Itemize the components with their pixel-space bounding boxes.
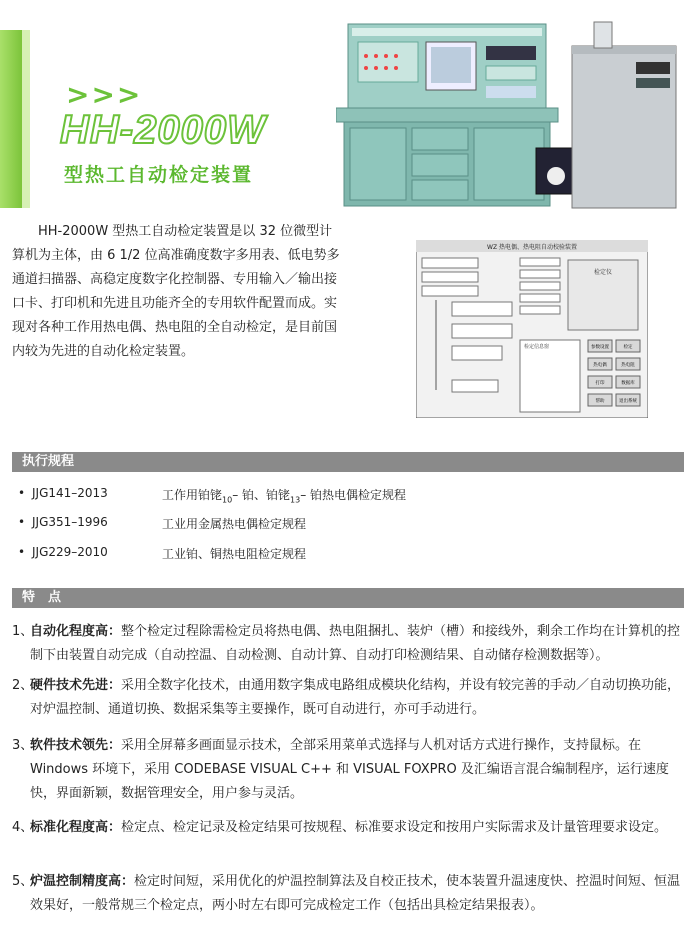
- intro-paragraph: HH-2000W 型热工自动检定装置是以 32 位微型计算机为主体，由 6 1/2 位高准确度数字多用表、低电势多通道扫描器、高稳定度数字化控制器、专用输入／输出接口卡、打印机和先进且功能齐全的专用软件配置而成。实现对各种工作用热电偶、热电阻的全自动检定，是目前国内较为先进的自动化检定装置。: [12, 224, 340, 359]
- screen-button-label: 热电偶: [593, 363, 607, 368]
- screen-button-label: 数据库: [621, 381, 635, 386]
- chevrons-decoration: >>>: [66, 78, 143, 111]
- section-header-features: 特 点: [12, 588, 684, 608]
- feature-number: 3、: [12, 738, 34, 753]
- standard-code: JJG229–2010: [32, 545, 108, 559]
- feature-item: [12, 620, 684, 668]
- feature-number: 4、: [12, 820, 34, 835]
- product-model: HH-2000W: [60, 108, 266, 152]
- bullet: •: [18, 486, 26, 500]
- feature-number: 2、: [12, 678, 34, 693]
- standard-code: JJG351–1996: [32, 515, 108, 529]
- bullet: •: [18, 515, 26, 529]
- product-photo: [336, 16, 682, 212]
- feature-heading: 炉温控制精度高：: [30, 874, 135, 889]
- feature-item: [12, 816, 684, 840]
- feature-text: 检定点、检定记录及检定结果可按规程、标准要求设定和按用户实际需求及计量管理要求设定。: [121, 820, 668, 835]
- product-subtitle: 型热工自动检定装置: [64, 164, 254, 186]
- section-header-regulations: 执行规程: [12, 452, 684, 472]
- feature-item: [12, 674, 684, 722]
- feature-item: [12, 734, 684, 806]
- screen-title: WZ 热电偶、热电阻自动校验装置: [487, 244, 577, 251]
- feature-heading: 软件技术领先：: [30, 738, 122, 753]
- feature-text: 采用全数字化技术，由通用数字集成电路组成模块化结构，并设有较完善的手动／自动切换功能，对炉温控制、通道切换、数据采集等主要操作，既可自动进行，亦可手动进行。: [30, 678, 681, 717]
- standard-name: 工业用金属热电偶检定规程: [162, 517, 307, 531]
- feature-heading: 硬件技术先进：: [30, 678, 122, 693]
- screen-right-title: 检定信息窗: [524, 344, 550, 350]
- software-screenshot: [416, 240, 648, 418]
- accent-bar-light: [22, 30, 30, 208]
- screen-button-label: 参数设置: [591, 345, 609, 350]
- feature-heading: 自动化程度高：: [30, 624, 122, 639]
- screen-button-label: 打印: [595, 381, 605, 386]
- screen-panel-title: 检定仪: [593, 269, 613, 276]
- screen-button-label: 热电阻: [621, 363, 635, 368]
- feature-text: 整个检定过程除需检定员将热电偶、热电阻捆扎、装炉（槽）和接线外，剩余工作均在计算机的控制下由装置自动完成（自动控温、自动检测、自动计算、自动打印检测结果、自动储存检测数据等）。: [30, 624, 681, 663]
- feature-number: 5、: [12, 874, 34, 889]
- standard-code: JJG141–2013: [32, 486, 108, 500]
- screen-button-label: 检定: [623, 345, 633, 350]
- feature-text: 检定时间短，采用优化的炉温控制算法及自校正技术，使本装置升温速度快、控温时间短、恒温效果好，一般常规三个检定点，两小时左右即可完成检定工作（包括出具检定结果报表）。: [30, 874, 681, 913]
- feature-text: 采用全屏幕多画面显示技术，全部采用菜单式选择与人机对话方式进行操作，支持鼠标。在 Windows 环境下，采用 CODEBASE VISUAL C++ 和 VISUAL FOXPRO 及汇编语言混合编制程序，运行速度快，界面新颖，数据管理安全，用户参与灵活。: [30, 738, 669, 801]
- bullet: •: [18, 545, 26, 559]
- screen-button-label: 帮助: [595, 399, 605, 404]
- feature-item: [12, 870, 684, 918]
- feature-number: 1、: [12, 624, 34, 639]
- standard-name: 工作用铂铑$_{10}$– 铂、铂铑$_{13}$– 铂热电偶检定规程: [162, 488, 407, 505]
- screen-button-label: 退出系统: [619, 399, 637, 404]
- accent-bar: [0, 30, 22, 208]
- standard-name: 工业铂、铜热电阻检定规程: [162, 547, 307, 561]
- feature-heading: 标准化程度高：: [30, 820, 122, 835]
